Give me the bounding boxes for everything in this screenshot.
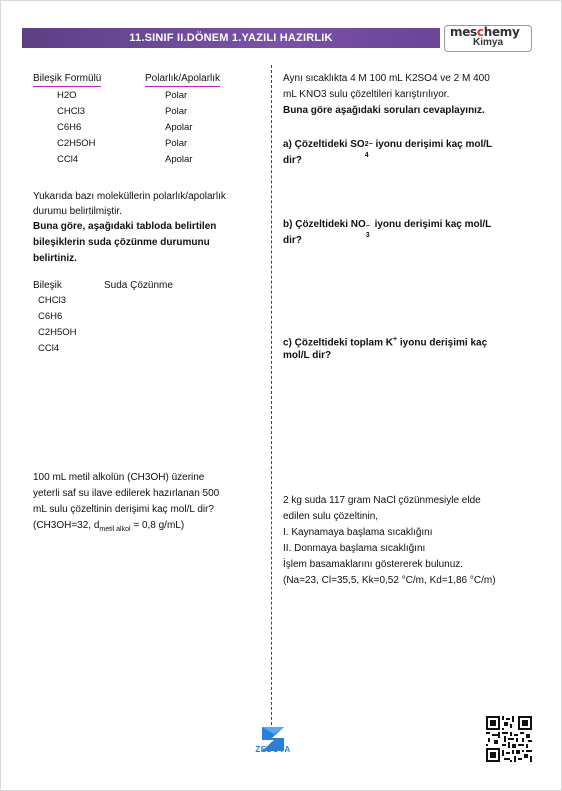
table1-polarity-2: Apolar: [165, 122, 193, 133]
p2-line3: I. Kaynamaya başlama sıcaklığını: [283, 527, 433, 538]
table1-col2-header: Polarlık/Apolarlık: [145, 72, 220, 87]
q1-bold-line1: Buna göre, aşağıdaki tabloda belirtilen: [33, 221, 217, 232]
p2-line4: II. Donmaya başlama sıcaklığını: [283, 543, 426, 554]
q2-line1: 100 mL metil alkolün (CH3OH) üzerine: [33, 472, 205, 483]
q2-line4: (CH3OH=32, $d_{metil alkol} = 0,8$ g/mL): [33, 520, 185, 533]
page-title: 11.SINIF II.DÖNEM 1.YAZILI HAZIRLIK: [129, 32, 333, 44]
table2-row-0: CHCl3: [38, 295, 66, 306]
zeduva-logo-text: ZEDUVA: [255, 745, 291, 754]
qc-line2: mol/L dir?: [283, 350, 332, 361]
table1-formula-0: H2O: [57, 90, 77, 101]
q1-intro-line2: durumu belirtilmiştir.: [33, 206, 122, 217]
table2-col2-header: Suda Çözünme: [104, 280, 173, 291]
table1-formula-2: C6H6: [57, 122, 82, 133]
qr-code-icon: [486, 716, 532, 762]
p2-line6: (Na=23, Cl=35,5, Kk=0,52 °C/m, Kd=1,86 °C/m): [283, 575, 496, 586]
table1-polarity-1: Polar: [165, 106, 188, 117]
table1-formula-1: CHCl3: [57, 106, 85, 117]
table2-row-2: C2H5OH: [38, 327, 77, 338]
q1-bold-line3: belirtiniz.: [33, 253, 77, 264]
qa-line2: dir?: [283, 155, 302, 166]
qb-line2: dir?: [283, 235, 302, 246]
table1-formula-3: C2H5OH: [57, 138, 96, 149]
p1-line2: mL KNO3 sulu çözeltileri karıştırılıyor.: [283, 89, 450, 100]
qb-line1: b) Çözeltideki NO − 3 iyonu derişimi kaç mol/L: [283, 219, 492, 239]
table1-polarity-0: Polar: [165, 90, 188, 101]
table1-formula-4: CCl4: [57, 154, 79, 165]
brand-subtitle: Kimya: [473, 37, 504, 48]
column-divider: [271, 65, 272, 745]
q2-line3: mL sulu çözeltinin derişimi kaç mol/L dir?: [33, 504, 214, 515]
table1-polarity-4: Apolar: [165, 154, 193, 165]
q1-bold-line2: bileşiklerin suda çözünme durumunu: [33, 237, 210, 248]
p2-line2: edilen sulu çözeltinin,: [283, 511, 379, 522]
qc-line1: c) Çözeltideki toplam K+ iyonu derişimi kaç: [283, 336, 488, 349]
p1-bold: Buna göre aşağıdaki soruları cevaplayınız.: [283, 105, 485, 116]
p1-line1: Aynı sıcaklıkta 4 M 100 mL K2SO4 ve 2 M 400: [283, 73, 490, 84]
table2-row-3: CCl4: [38, 343, 60, 354]
table1-col1-header: Bileşik Formülü: [33, 72, 101, 87]
brand-logo: meschemy: [450, 25, 520, 39]
table1-polarity-3: Polar: [165, 138, 188, 149]
qa-line1: a) Çözeltideki SO 2− 4 iyonu derişimi kaç mol/L: [283, 139, 493, 159]
table2-row-1: C6H6: [38, 311, 63, 322]
p2-line5: İşlem basamaklarını göstererek bulunuz.: [283, 559, 464, 570]
p2-line1: 2 kg suda 117 gram NaCl çözünmesiyle elde: [283, 495, 481, 506]
q2-line2: yeterli saf su ilave edilerek hazırlanan 500: [33, 488, 220, 499]
q1-intro-line1: Yukarıda bazı moleküllerin polarlık/apolarlık: [33, 191, 226, 202]
table2-col1-header: Bileşik: [33, 280, 62, 291]
